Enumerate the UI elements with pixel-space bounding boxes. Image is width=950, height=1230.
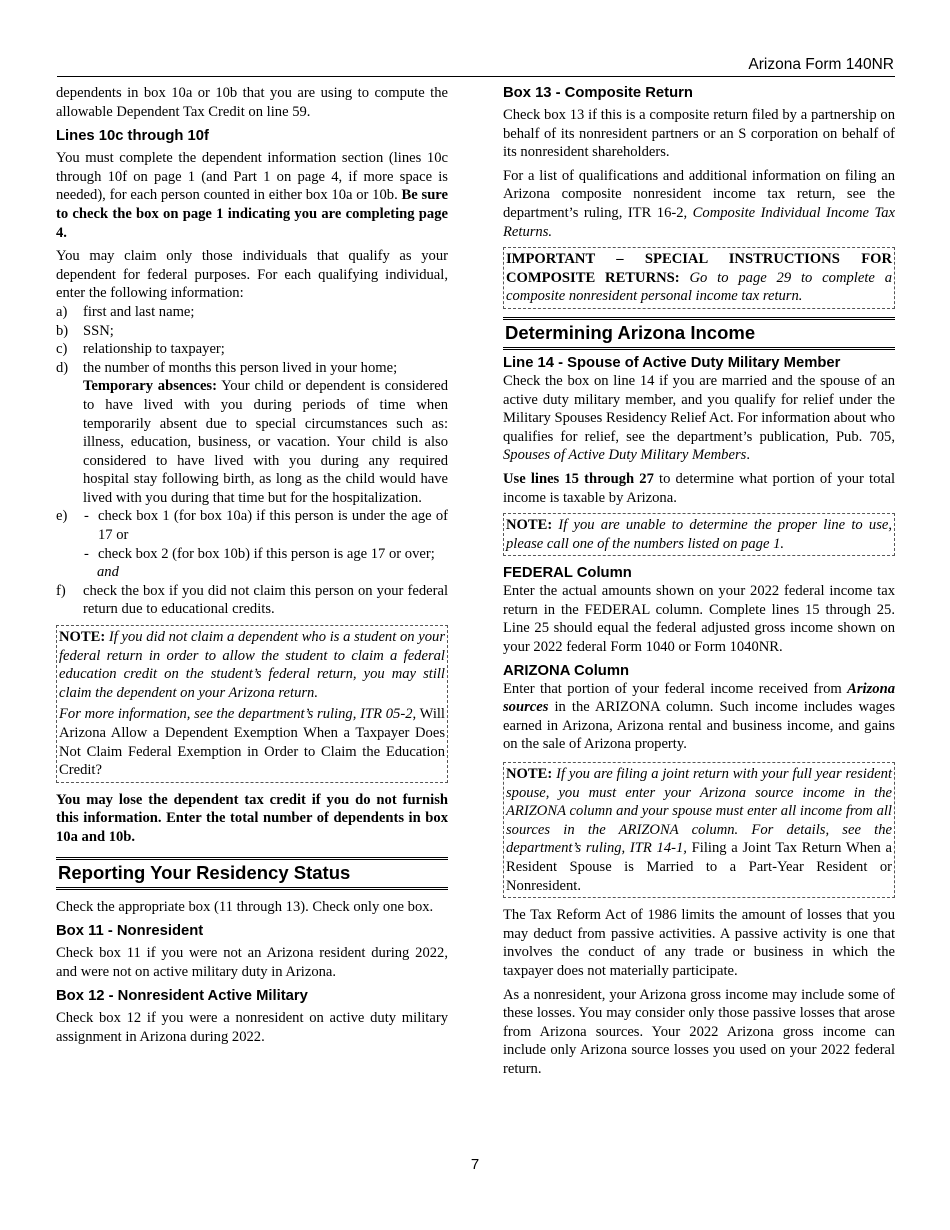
box-13-paragraph: Check box 13 if this is a composite return filed by a partnership on behalf of its nonresident partners or an S corporation on behalf of its nonresident shareholders. xyxy=(503,107,895,161)
box-12-paragraph: Check box 12 if you were a nonresident on active duty military assignment in Arizona during 2022. xyxy=(56,1010,448,1045)
list-item: d) the number of months this person lived in your home; xyxy=(56,359,398,376)
heading-line-14: Line 14 - Spouse of Active Duty Military Member xyxy=(503,354,841,371)
dependent-credit-warning: You may lose the dependent tax credit if you do not furnish this information. Enter the total number of dependents in box 10a and 10b. xyxy=(56,791,448,845)
heading-box-13: Box 13 - Composite Return xyxy=(503,85,693,101)
federal-column-paragraph: Enter the actual amounts shown on your 2022 federal income tax return in the FEDERAL column. Complete lines 15 through 25. Line 25 should equal the federal adjusted gross income shown on your 2022 federal Form 1040 or Form 1040NR. xyxy=(503,583,895,656)
heading-box-11: Box 11 - Nonresident xyxy=(56,923,204,940)
note-joint-return: NOTE: If you are filing a joint return with your full year resident spouse, you must enter your Arizona source income in the ARIZONA column and your spouse must enter all income from all sources in the ARIZONA column. For details, see the department’s ruling, ITR 14-1, Filing a Joint Tax Return When a Resident Spouse is Married to a Part-Year Resident or Nonresident. xyxy=(503,762,895,898)
note-education-credit: NOTE: If you did not claim a dependent who is a student on your federal return in order to allow the student to claim a federal education credit on the student’s federal return, you may still claim the dependent on your Arizona return. For more information, see the department’s ruling, ITR 05-2, Will Arizona Allow a Dependent Exemption When a Taxpayer Does Not Claim Federal Exemption in Order to Claim the Education Credit? xyxy=(56,625,448,783)
composite-info-paragraph: For a list of qualifications and additional information on filing an Arizona composite nonresident income tax return, see the department’s ruling, ITR 16-2, Composite Individual Income Tax Returns. xyxy=(503,167,895,240)
note-proper-line: NOTE: If you are unable to determine the proper line to use, please call one of the numbers listed on page 1. xyxy=(503,513,895,556)
important-composite-note: IMPORTANT – SPECIAL INSTRUCTIONS FOR COMPOSITE RETURNS: Go to page 29 to complete a composite nonresident personal income tax return. xyxy=(503,247,895,309)
list-item-f: f) check the box if you did not claim this person on your federal return due to educational credits. xyxy=(56,582,448,618)
heading-determining-income: Determining Arizona Income xyxy=(503,317,895,350)
arizona-column-paragraph: Enter that portion of your federal income received from Arizona sources in the ARIZONA column. Such income includes wages earned in Arizona, Arizona rental and business income, and gains on the sale of Arizona property. xyxy=(503,680,895,753)
heading-arizona-column: ARIZONA Column xyxy=(503,662,630,679)
heading-lines-10c-10f: Lines 10c through 10f xyxy=(56,128,209,145)
list-item-e: e) - check box 1 (for box 10a) if this person is under the age of 17 or - check box 2 (for box 10b) if this person is age 17 or over; and xyxy=(56,508,448,581)
box-11-paragraph: Check box 11 if you were not an Arizona resident during 2022, and were not on active military duty in Arizona. xyxy=(56,945,448,980)
dependent-info-paragraph: You must complete the dependent information section (lines 10c through 10f on page 1 (and Part 1 on page 4, if more space is needed), for each person counted in either box 10a or 10b. Be sure to check the box on page 1 indicating you are completing page 4. xyxy=(56,150,448,241)
nonresident-losses-paragraph: As a nonresident, your Arizona gross income may include some of these losses. You may consider only those passive losses that arose from Arizona sources. Your 2022 Arizona gross income can include only Arizona source losses you used on your 2022 federal return. xyxy=(503,986,895,1077)
line-14-paragraph: Check the box on line 14 if you are married and the spouse of an active duty military member, and you qualify for relief under the Military Spouses Residency Relief Act. For information about who qualifies for relief, see the department’s publication, Pub. 705, Spouses of Active Duty Military Members. xyxy=(503,372,895,464)
left-column xyxy=(56,84,448,1052)
list-item: a) first and last name; xyxy=(56,303,195,320)
qualify-paragraph: You may claim only those individuals that qualify as your dependent for federal purposes. For each qualifying individual, enter the following information: xyxy=(56,248,448,302)
lines-15-27-paragraph: Use lines 15 through 27 to determine what portion of your total income is taxable by Arizona. xyxy=(503,470,895,506)
intro-paragraph: dependents in box 10a or 10b that you are using to compute the allowable Dependent Tax Credit on line 59. xyxy=(56,85,448,120)
tax-reform-paragraph: The Tax Reform Act of 1986 limits the amount of losses that you may deduct from passive activities. A passive activity is one that involves the conduct of any trade or business in which the taxpayer does not materially participate. xyxy=(503,907,895,979)
temporary-absences-paragraph: Temporary absences: Your child or dependent is considered to have lived with you during periods of time when temporarily absent due to special circumstances such as: illness, education, business, or vacation. Your child is also considered to have lived with you during any required hospital stay following birth, as long as the child would have lived with you during that time but for the hospitalization. xyxy=(83,378,448,506)
header-divider xyxy=(57,76,895,77)
form-title: Arizona Form 140NR xyxy=(748,56,894,73)
dependent-info-list xyxy=(56,303,448,619)
list-item: b) SSN; xyxy=(56,322,114,339)
heading-residency-status: Reporting Your Residency Status xyxy=(56,857,448,890)
list-item: c) relationship to taxpayer; xyxy=(56,341,225,358)
residency-paragraph: Check the appropriate box (11 through 13). Check only one box. xyxy=(56,898,434,915)
heading-federal-column: FEDERAL Column xyxy=(503,565,632,582)
page-number: 7 xyxy=(470,1156,480,1173)
heading-box-12: Box 12 - Nonresident Active Military xyxy=(56,988,308,1005)
right-column xyxy=(503,84,895,1084)
